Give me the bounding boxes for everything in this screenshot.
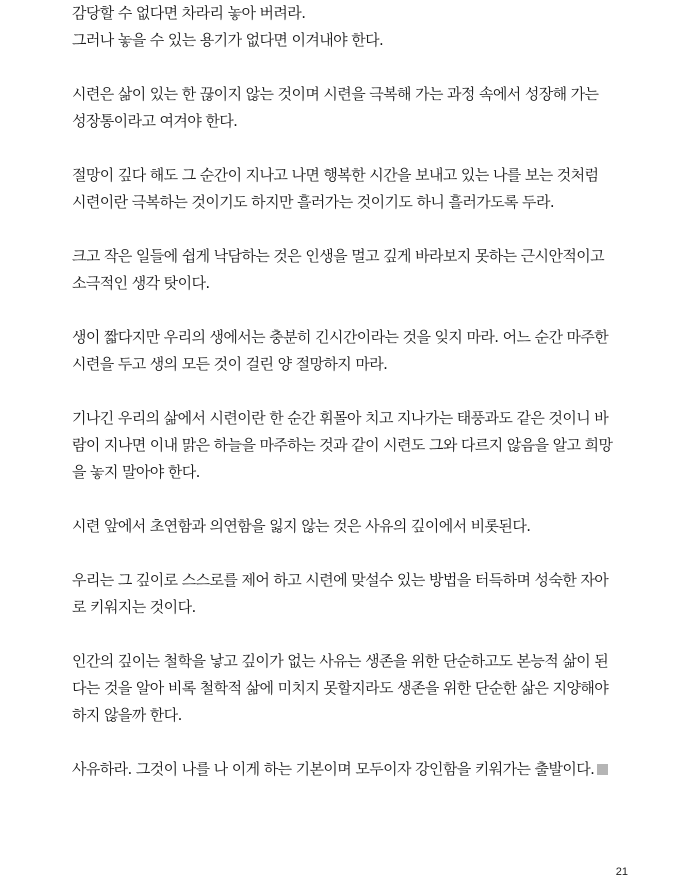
text-line: 감당할 수 없다면 차라리 놓아 버려라. bbox=[72, 4, 306, 22]
paragraph-5 bbox=[72, 324, 628, 378]
text-line: 생이 짧다지만 우리의 생에서는 충분히 긴시간이라는 것을 잊지 마라. 어느 순간 마주한 bbox=[72, 328, 609, 346]
text-line: 크고 작은 일들에 쉽게 낙담하는 것은 인생을 멀고 깊게 바라보지 못하는 근시안적이고 bbox=[72, 247, 605, 265]
text-line: 다는 것을 알아 비록 철학적 삶에 미치지 못할지라도 생존을 위한 단순한 삶은 지양해야 bbox=[72, 679, 609, 697]
text-line: 우리는 그 깊이로 스스로를 제어 하고 시련에 맞설수 있는 방법을 터득하며 성숙한 자아 bbox=[72, 571, 609, 589]
text-line: 하지 않을까 한다. bbox=[72, 706, 182, 724]
paragraph-4 bbox=[72, 243, 628, 297]
page-number: 21 bbox=[615, 866, 628, 878]
end-mark-icon bbox=[597, 764, 608, 775]
text-line bbox=[72, 756, 628, 783]
text-line: 로 키워지는 것이다. bbox=[72, 598, 196, 616]
paragraph-9 bbox=[72, 648, 628, 729]
paragraph-7 bbox=[72, 513, 628, 540]
paragraph-3 bbox=[72, 162, 628, 216]
paragraph-2 bbox=[72, 81, 628, 135]
text-line: 시련이란 극복하는 것이기도 하지만 흘러가는 것이기도 하니 흘러가도록 두라. bbox=[72, 193, 554, 211]
text-line: 절망이 깊다 해도 그 순간이 지나고 나면 행복한 시간을 보내고 있는 나를 보는 것처럼 bbox=[72, 166, 599, 184]
text-line: 그러나 놓을 수 있는 용기가 없다면 이겨내야 한다. bbox=[72, 31, 384, 49]
paragraph-6 bbox=[72, 405, 628, 486]
text-line: 성장통이라고 여겨야 한다. bbox=[72, 112, 238, 130]
text-line: 람이 지나면 이내 맑은 하늘을 마주하는 것과 같이 시련도 그와 다르지 않음을 알고 희망 bbox=[72, 436, 613, 454]
text-line: 인간의 깊이는 철학을 낳고 깊이가 없는 사유는 생존을 위한 단순하고도 본능적 삶이 된 bbox=[72, 652, 609, 670]
paragraph-10 bbox=[72, 756, 628, 783]
paragraph-8 bbox=[72, 567, 628, 621]
text-line: 기나긴 우리의 삶에서 시련이란 한 순간 휘몰아 치고 지나가는 태풍과도 같은 것이니 바 bbox=[72, 409, 609, 427]
final-sentence: 사유하라. 그것이 나를 나 이게 하는 기본이며 모두이자 강인함을 키워가는 출발이다. bbox=[72, 760, 595, 778]
text-line: 시련을 두고 생의 모든 것이 걸린 양 절망하지 마라. bbox=[72, 355, 388, 373]
text-line: 시련 앞에서 초연함과 의연함을 잃지 않는 것은 사유의 깊이에서 비롯된다. bbox=[72, 517, 531, 535]
text-line: 소극적인 생각 탓이다. bbox=[72, 274, 210, 292]
text-line: 시련은 삶이 있는 한 끊이지 않는 것이며 시련을 극복해 가는 과정 속에서 성장해 가는 bbox=[72, 85, 599, 103]
text-line: 을 놓지 말아야 한다. bbox=[72, 463, 200, 481]
paragraph-1 bbox=[72, 0, 628, 54]
essay-body bbox=[72, 0, 628, 810]
